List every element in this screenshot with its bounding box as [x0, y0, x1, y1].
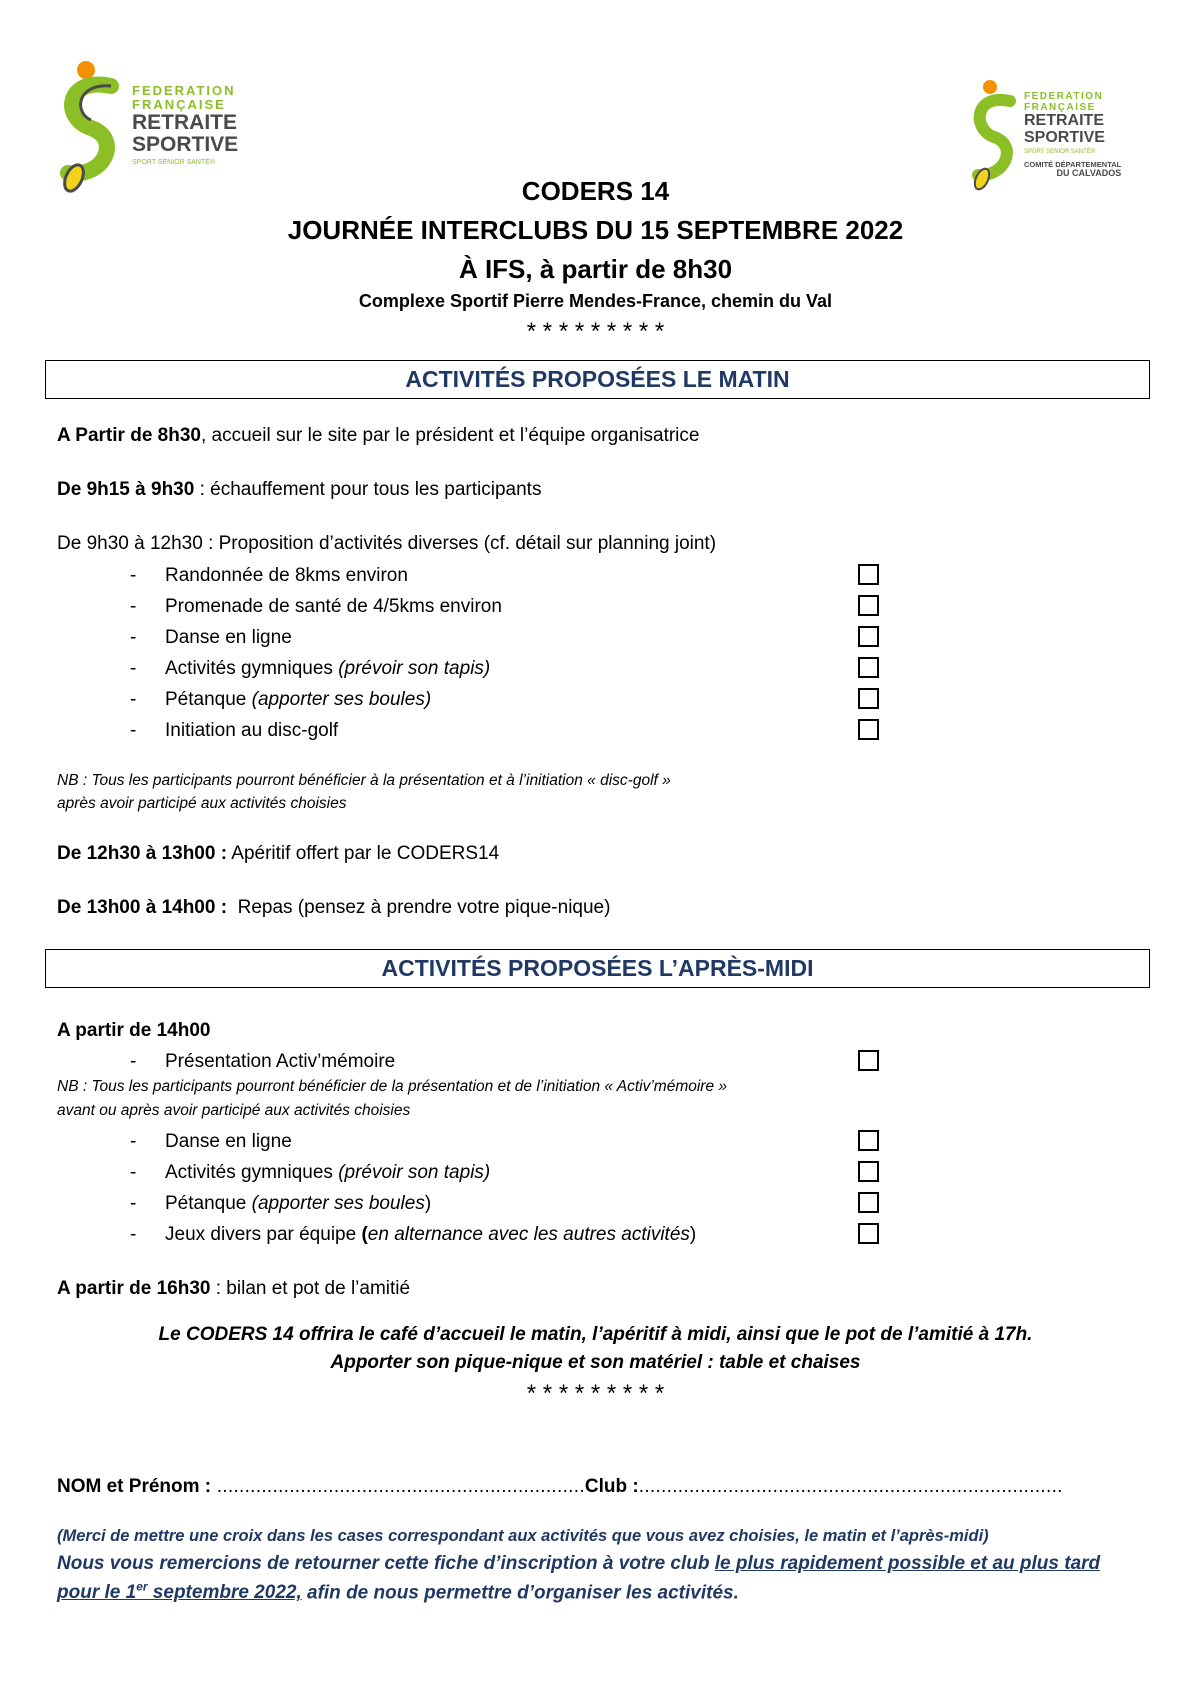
activity-checkbox[interactable] — [858, 595, 879, 616]
activity-checkbox[interactable] — [858, 1223, 879, 1244]
signup-line — [57, 1476, 1063, 1498]
warmup-line — [57, 479, 541, 501]
return-line2 — [57, 1580, 739, 1604]
activity-label: Danse en ligne — [165, 627, 292, 648]
logo-line: SPORTIVE — [132, 132, 239, 156]
offer-line1: Le CODERS 14 offrira le café d’accueil le matin, l’apéritif à midi, ainsi que le pot de l’amitié à 17h. — [158, 1324, 1033, 1345]
aperitif-line — [57, 843, 499, 865]
lunch-line — [57, 897, 610, 919]
return-text: Nous vous remercions de retourner cette fiche d’inscription à votre club — [57, 1553, 715, 1574]
return-date-text: pour le 1 — [57, 1582, 137, 1604]
list-dash: - — [130, 1224, 137, 1245]
lunch-text: Repas (pensez à prendre votre pique-nique) — [227, 897, 611, 918]
closing-time: A partir de 16h30 — [57, 1278, 211, 1299]
arrival-time: A Partir de 8h30 — [57, 425, 201, 446]
activities-intro: De 9h30 à 12h30 : Proposition d’activités diverses (cf. détail sur planning joint) — [57, 533, 717, 554]
logo-text-right — [1024, 92, 1121, 178]
club-input[interactable]: ............................................................................ — [638, 1476, 1063, 1497]
activity-label: Randonnée de 8kms environ — [165, 565, 408, 586]
activity-label: Initiation au disc-golf — [165, 720, 339, 741]
list-dash: - — [130, 565, 137, 586]
activity-note: (apporter ses boules — [251, 1193, 425, 1214]
activity-name: Pétanque — [165, 689, 252, 710]
activity-label — [165, 658, 490, 680]
activity-checkbox[interactable] — [858, 1192, 879, 1213]
activity-checkbox[interactable] — [858, 626, 879, 647]
logo-line: FRANÇAISE — [132, 96, 226, 112]
merci-note: (Merci de mettre une croix dans les cases correspondant aux activités que vous avez choisies, le matin et l’après-midi) — [57, 1527, 989, 1545]
return-line1 — [57, 1553, 1100, 1575]
activity-label — [165, 1162, 490, 1184]
logo-tagline: SPORT SENIOR SANTÉ® — [1024, 148, 1096, 155]
list-dash: - — [130, 720, 137, 741]
warmup-time: De 9h15 à 9h30 — [57, 479, 195, 500]
page-title: CODERS 14 — [521, 176, 670, 206]
logo-tagline: SPORT SENIOR SANTÉ® — [132, 158, 216, 166]
activity-label: Présentation Activ’mémoire — [165, 1051, 396, 1072]
activity-label — [165, 1224, 696, 1246]
logo-sub: DU CALVADOS — [1056, 167, 1122, 178]
list-dash: - — [130, 689, 137, 710]
logo-line: RETRAITE — [1024, 112, 1104, 130]
activity-note: (prévoir son tapis) — [338, 1162, 491, 1183]
club-label: Club : — [584, 1476, 639, 1497]
logo-line: RETRAITE — [132, 110, 237, 134]
morning-heading-text: ACTIVITÉS PROPOSÉES LE MATIN — [405, 366, 790, 392]
activity-name: Activités gymniques — [165, 658, 339, 679]
activity-checkbox[interactable] — [858, 1130, 879, 1151]
morning-note-line2: après avoir participé aux activités choisies — [57, 795, 347, 812]
activity-checkbox[interactable] — [858, 688, 879, 709]
return-deadline: le plus rapidement possible et au plus tard — [714, 1553, 1101, 1574]
activity-note: en alternance avec les autres activités — [367, 1224, 690, 1245]
morning-section-heading — [45, 360, 1150, 399]
warmup-text: : échauffement pour tous les participants — [194, 479, 542, 500]
activity-name: Jeux divers par équipe — [165, 1224, 362, 1245]
event-title: JOURNÉE INTERCLUBS DU 15 SEPTEMBRE 2022 — [287, 215, 904, 245]
closing-text: : bilan et pot de l’amitié — [210, 1278, 411, 1299]
separator-stars: * * * * * * * * * — [526, 1380, 665, 1407]
logo-sub: COMITÉ DÉPARTEMENTAL — [1024, 159, 1122, 169]
morning-note-line1: NB : Tous les participants pourront bénéficier à la présentation et à l’initiation « disc-golf » — [57, 772, 671, 789]
name-input[interactable]: .................................................................. — [211, 1476, 585, 1497]
separator-stars: * * * * * * * * * — [526, 318, 665, 345]
list-dash: - — [130, 1131, 137, 1152]
offer-line2: Apporter son pique-nique et son matériel : table et chaises — [330, 1352, 861, 1373]
afternoon-heading-text: ACTIVITÉS PROPOSÉES L’APRÈS-MIDI — [381, 955, 814, 981]
list-dash: - — [130, 1162, 137, 1183]
list-dash: - — [130, 658, 137, 679]
activity-note: (prévoir son tapis) — [338, 658, 491, 679]
activity-label — [165, 689, 431, 711]
list-dash: - — [130, 596, 137, 617]
list-dash: - — [130, 1193, 137, 1214]
return-date — [57, 1582, 302, 1603]
activity-checkbox[interactable] — [858, 1161, 879, 1182]
closing-line — [57, 1278, 410, 1300]
return-date-sup: er — [136, 1580, 148, 1594]
activity-paren: ( — [361, 1224, 368, 1245]
activity-note: (apporter ses boules) — [251, 689, 432, 710]
activity-paren: ) — [424, 1193, 432, 1214]
return-purpose: afin de nous permettre d’organiser les activités. — [301, 1582, 739, 1604]
activity-name: Activités gymniques — [165, 1162, 339, 1183]
logo-line: SPORTIVE — [1024, 128, 1105, 146]
activity-label — [165, 1193, 431, 1215]
afternoon-start: A partir de 14h00 — [57, 1020, 211, 1041]
logo-line: FRANÇAISE — [1024, 101, 1096, 113]
activity-label: Promenade de santé de 4/5kms environ — [165, 596, 502, 617]
activity-label: Danse en ligne — [165, 1131, 292, 1152]
lunch-time: De 13h00 à 14h00 : — [57, 897, 228, 918]
activity-checkbox[interactable] — [858, 657, 879, 678]
arrival-line — [57, 425, 699, 447]
logo-text-left — [132, 84, 238, 165]
logo-line: FEDERATION — [132, 83, 236, 99]
activity-name: Pétanque — [165, 1193, 252, 1214]
afternoon-note-line1: NB : Tous les participants pourront bénéficier de la présentation et de l’initiation « Activ’mémoire » — [57, 1078, 728, 1095]
event-location: À IFS, à partir de 8h30 — [458, 254, 733, 284]
activity-checkbox[interactable] — [858, 1050, 879, 1071]
logo-line: FEDERATION — [1024, 91, 1104, 103]
event-address: Complexe Sportif Pierre Mendes-France, chemin du Val — [358, 291, 833, 311]
activity-checkbox[interactable] — [858, 564, 879, 585]
activity-checkbox[interactable] — [858, 719, 879, 740]
arrival-text: , accueil sur le site par le président et l’équipe organisatrice — [200, 425, 700, 446]
return-date-month: septembre 2022, — [147, 1582, 302, 1604]
activity-paren: ) — [689, 1224, 697, 1245]
name-label: NOM et Prénom : — [57, 1476, 212, 1497]
list-dash: - — [130, 1051, 137, 1072]
aperitif-text: Apéritif offert par le CODERS14 — [227, 843, 500, 864]
aperitif-time: De 12h30 à 13h00 : — [57, 843, 228, 864]
afternoon-note-line2: avant ou après avoir participé aux activités choisies — [57, 1102, 411, 1119]
afternoon-section-heading — [45, 949, 1150, 988]
list-dash: - — [130, 627, 137, 648]
